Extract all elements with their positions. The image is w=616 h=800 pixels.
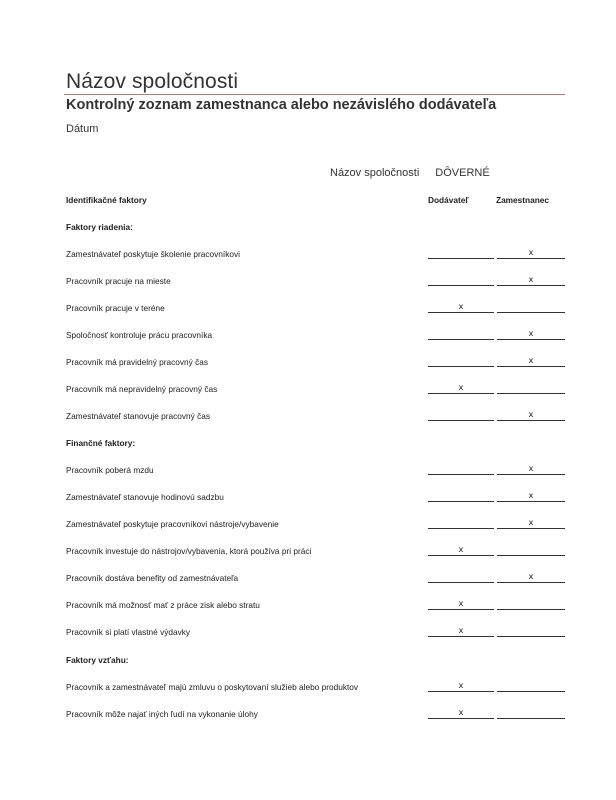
table-row <box>0 356 616 370</box>
factor-label: Pracovník poberá mzdu <box>66 465 154 475</box>
section-heading <box>0 221 616 235</box>
table-row <box>0 275 616 289</box>
table-row <box>0 545 616 559</box>
table-row <box>0 681 616 695</box>
table-row <box>0 383 616 397</box>
employee-mark-field[interactable] <box>497 626 565 637</box>
table-row <box>0 410 616 424</box>
table-row <box>0 329 616 343</box>
employee-mark-field[interactable]: x <box>497 275 565 286</box>
factor-label: Pracovník má pravidelný pracovný čas <box>66 357 209 367</box>
table-row <box>0 464 616 478</box>
factor-label: Pracovník si platí vlastné výdavky <box>66 627 191 637</box>
contractor-mark-field[interactable]: x <box>428 626 494 637</box>
factor-label: Zamestnávateľ poskytuje pracovníkovi nástroje/vybavenie <box>66 519 279 529</box>
employee-mark-field[interactable]: x <box>497 491 565 502</box>
employee-mark-field[interactable] <box>497 681 565 692</box>
employee-mark-field[interactable]: x <box>497 518 565 529</box>
contractor-mark-field[interactable]: x <box>428 545 494 556</box>
factor-label: Pracovník môže najať iných ľudí na vykonanie úlohy <box>66 709 258 719</box>
contractor-mark-field[interactable] <box>428 491 494 502</box>
employee-mark-field[interactable]: x <box>497 248 565 259</box>
contractor-mark-field[interactable]: x <box>428 599 494 610</box>
contractor-mark-field[interactable] <box>428 248 494 259</box>
contractor-mark-field[interactable] <box>428 356 494 367</box>
meta-company-name: Názov spoločnosti <box>330 167 420 179</box>
factor-label: Pracovník pracuje na mieste <box>66 276 171 286</box>
employee-mark-field[interactable]: x <box>497 356 565 367</box>
table-row <box>0 599 616 613</box>
contractor-mark-field[interactable] <box>428 275 494 286</box>
factor-label: Pracovník dostáva benefity od zamestnávateľa <box>66 573 239 583</box>
section-heading <box>0 654 616 668</box>
employee-mark-field[interactable]: x <box>497 410 565 421</box>
employee-mark-field[interactable] <box>497 383 565 394</box>
document-meta <box>330 166 490 180</box>
employee-mark-field[interactable]: x <box>497 464 565 475</box>
employee-mark-field[interactable] <box>497 599 565 610</box>
employee-mark-field[interactable]: x <box>497 329 565 340</box>
factor-label: Zamestnávateľ poskytuje školenie pracovníkovi <box>66 249 240 259</box>
title-divider <box>64 94 565 95</box>
contractor-mark-field[interactable] <box>428 410 494 421</box>
table-row <box>0 491 616 505</box>
section-heading <box>0 437 616 451</box>
factor-label: Pracovník má možnosť mať z práce zisk alebo stratu <box>66 600 260 610</box>
contractor-mark-field[interactable] <box>428 464 494 475</box>
factor-label: Pracovník investuje do nástrojov/vybavenia, ktorá používa pri práci <box>66 546 312 556</box>
contractor-mark-field[interactable] <box>428 572 494 583</box>
factor-label: Zamestnávateľ stanovuje hodinovú sadzbu <box>66 492 224 502</box>
table-header <box>0 194 616 208</box>
contractor-mark-field[interactable] <box>428 329 494 340</box>
table-row <box>0 572 616 586</box>
column-contractor: Dodávateľ <box>428 195 469 205</box>
factor-label: Zamestnávateľ stanovuje pracovný čas <box>66 411 211 421</box>
contractor-mark-field[interactable] <box>428 518 494 529</box>
contractor-mark-field[interactable]: x <box>428 302 494 313</box>
employee-mark-field[interactable] <box>497 302 565 313</box>
table-row <box>0 518 616 532</box>
date-field: Dátum <box>66 123 99 135</box>
table-row <box>0 626 616 640</box>
table-row <box>0 708 616 722</box>
header-label: Identifikačné faktory <box>66 195 147 205</box>
employee-mark-field[interactable]: x <box>497 572 565 583</box>
section-title: Faktory vzťahu: <box>66 655 129 665</box>
contractor-mark-field[interactable]: x <box>428 708 494 719</box>
contractor-mark-field[interactable]: x <box>428 681 494 692</box>
column-employee: Zamestnanec <box>496 195 550 205</box>
table-row <box>0 248 616 262</box>
contractor-mark-field[interactable]: x <box>428 383 494 394</box>
factor-label: Pracovník pracuje v teréne <box>66 303 165 313</box>
factor-label: Spoločnosť kontroluje prácu pracovníka <box>66 330 213 340</box>
factor-label: Pracovník a zamestnávateľ majú zmluvu o poskytovaní služieb alebo produktov <box>66 682 359 692</box>
company-title: Názov spoločnosti <box>66 70 239 93</box>
employee-mark-field[interactable] <box>497 545 565 556</box>
factor-label: Pracovník má nepravidelný pracovný čas <box>66 384 218 394</box>
section-title: Faktory riadenia: <box>66 222 133 232</box>
employee-mark-field[interactable] <box>497 708 565 719</box>
document-subtitle: Kontrolný zoznam zamestnanca alebo nezávislého dodávateľa <box>66 97 497 113</box>
confidential-label: DÔVERNÉ <box>435 167 490 179</box>
table-row <box>0 302 616 316</box>
section-title: Finančné faktory: <box>66 438 136 448</box>
